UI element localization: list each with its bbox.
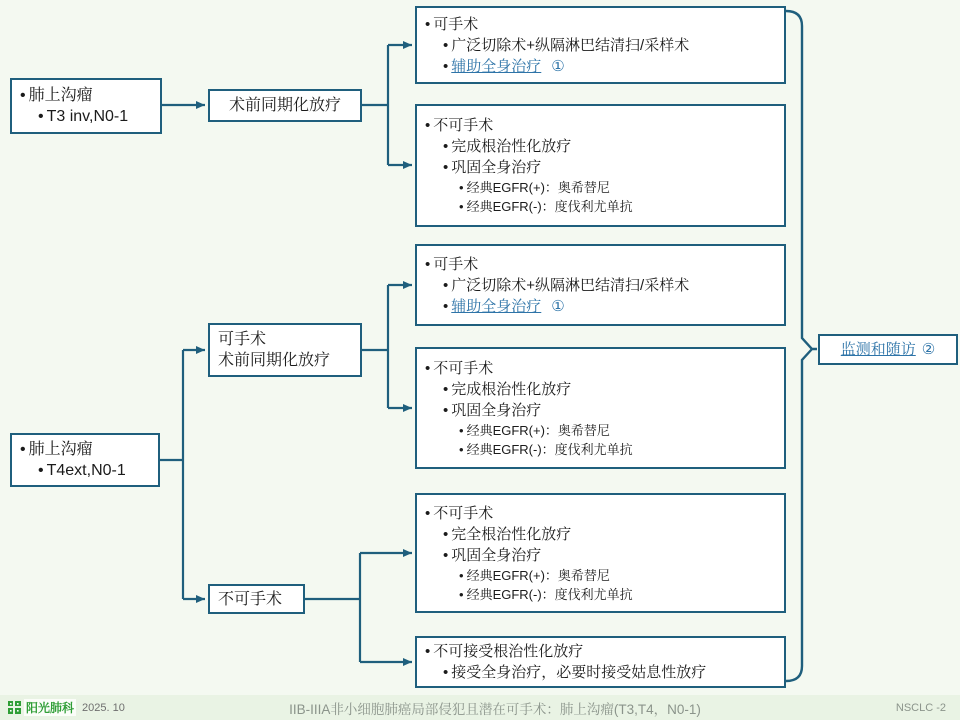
text-line [425,275,776,296]
text-line [425,157,776,178]
bullet: • [20,441,26,458]
line-text: 术前同期化放疗 [228,97,341,114]
text-line [425,641,776,662]
node-operable-branch-t4 [208,323,362,377]
text-line [229,95,341,116]
line-text: 广泛切除术+纵隔淋巴结清扫/采样术 [451,276,690,294]
line-text: 可手术 [433,15,479,33]
brand-name: 阳光肺科 [26,701,75,715]
bullet: • [425,504,431,522]
text-line [425,421,776,440]
bullet: • [425,117,431,134]
text-line [425,400,776,421]
bullet: • [443,546,449,564]
text-line [425,379,776,400]
text-line [425,136,776,157]
adjuvant-systemic-therapy-link[interactable]: 辅助全身治疗 [451,57,542,75]
node-inoperable-outcome-t3 [415,104,786,227]
text-line [425,503,776,524]
node-refuse-definitive-crt [415,636,786,688]
line-text: 巩固全身治疗 [451,546,542,564]
line-text: 经典EGFR(+)：奥希替尼 [466,567,610,583]
text-line [425,566,776,585]
footer-title: IIB-IIIA非小细胞肺癌局部侵犯且潜在可手术：肺上沟瘤(T3,T4，N0-1) [289,701,701,717]
node-surveillance-followup [818,334,958,365]
bullet: • [443,276,449,294]
line-text: 巩固全身治疗 [451,401,542,419]
circled-number: ② [921,341,936,358]
text-line [425,585,776,604]
text-line [20,460,150,481]
line-text: 肺上沟瘤 [28,441,93,458]
text-line [425,178,776,197]
line-text: 不可手术 [218,590,283,608]
line-text: 术前同期化放疗 [218,352,331,369]
footer-date: 2025. 10 [82,701,125,714]
bullet: • [443,664,449,681]
line-text: 可手术 [218,331,267,348]
node-inoperable-branch-t4 [208,584,305,614]
bullet: • [443,36,449,54]
line-text: 广泛切除术+纵隔淋巴结清扫/采样术 [451,36,690,54]
line-text: 完成根治性化放疗 [451,138,572,155]
text-line [218,589,295,610]
text-line [425,545,776,566]
text-line [425,56,776,77]
bullet: • [425,15,431,33]
text-line [20,106,152,127]
text-line [425,358,776,379]
line-text: 肺上沟瘤 [28,87,93,104]
node-pancoast-t4 [10,433,160,487]
node-preop-chemoradiation [208,89,362,122]
text-line [425,254,776,275]
node-inoperable-definitive-t4 [415,493,786,613]
node-pancoast-t3 [10,78,162,134]
text-line [20,439,150,460]
bullet: • [38,462,44,479]
line-text: 不可手术 [433,504,494,522]
line-text: T3 inv,N0-1 [46,108,129,125]
line-text: 经典EGFR(+)：奥希替尼 [466,180,610,195]
line-text: 可手术 [433,255,479,273]
surveillance-followup-link[interactable]: 监测和随访 [840,341,916,358]
sunshine-lung-logo-icon [8,701,21,714]
node-operable-outcome-t4 [415,244,786,326]
bullet: • [425,255,431,273]
text-line [425,14,776,35]
line-text: T4ext,N0-1 [46,462,126,479]
line-text: 经典EGFR(-)：度伐利尤单抗 [466,199,633,214]
line-text: 经典EGFR(+)：奥希替尼 [466,422,610,438]
line-text: 完全根治性化放疗 [451,525,572,543]
brand [8,699,125,716]
text-line [425,115,776,136]
text-line [425,524,776,545]
bullet: • [443,380,449,398]
bullet: • [459,586,464,602]
circled-number: ① [551,57,565,75]
bullet: • [443,401,449,419]
text-line [218,350,352,371]
bullet: • [443,525,449,543]
bullet: • [425,359,431,377]
bullet: • [459,567,464,583]
text-line [425,440,776,459]
bullet: • [443,297,449,315]
bullet: • [459,441,464,457]
line-text: 完成根治性化放疗 [451,380,572,398]
line-text: 不可手术 [433,117,494,134]
text-line [425,662,776,683]
line-text: 不可手术 [433,359,494,377]
text-line [425,296,776,317]
text-line [218,329,352,350]
adjuvant-systemic-therapy-link[interactable]: 辅助全身治疗 [451,297,542,315]
bullet: • [20,87,26,104]
bullet: • [443,159,449,176]
text-line [425,35,776,56]
bullet: • [443,57,449,75]
line-text: 巩固全身治疗 [451,159,542,176]
line-text: 经典EGFR(-)：度伐利尤单抗 [466,441,633,457]
line-text: 经典EGFR(-)：度伐利尤单抗 [466,586,633,602]
bracket-to-followup [786,11,817,681]
bullet: • [459,180,464,195]
bullet: • [443,138,449,155]
bullet: • [459,199,464,214]
line-text: 接受全身治疗，必要时接受姑息性放疗 [451,664,707,681]
node-operable-outcome-t3 [415,6,786,84]
bullet: • [425,643,431,660]
bullet: • [459,422,464,438]
node-inoperable-outcome-t4 [415,347,786,469]
footer-bar [0,695,960,720]
circled-number: ① [551,297,565,315]
line-text: 不可接受根治性化放疗 [433,643,584,660]
bullet: • [38,108,44,125]
text-line [841,339,935,360]
footer-page-number: NSCLC -2 [895,701,946,714]
text-line [425,197,776,216]
text-line [20,85,152,106]
